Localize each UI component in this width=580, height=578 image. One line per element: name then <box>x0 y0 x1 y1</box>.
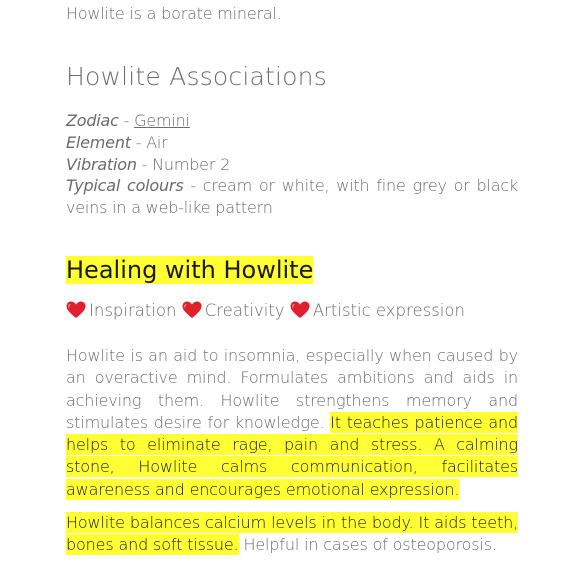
healing-paragraph-1 <box>66 345 518 501</box>
zodiac-separator: - <box>118 111 135 130</box>
vibration-row <box>66 154 518 176</box>
heart-icon <box>66 301 86 319</box>
colours-label: Typical colours <box>66 176 184 196</box>
colours-value: - cream or white, with fine grey or black veins in a web-like pattern <box>66 176 518 218</box>
associations-list <box>66 110 518 219</box>
highlighted-text: Howlite balances calcium levels in the body. It aids teeth, bones and soft tissue. <box>66 513 518 555</box>
vibration-value: - Number 2 <box>136 154 231 174</box>
healing-paragraph-2 <box>66 512 518 557</box>
heart-icon <box>182 301 202 319</box>
tag-label: Creativity <box>204 301 285 320</box>
zodiac-row <box>66 110 518 132</box>
paragraph-text: Helpful in cases of osteoporosis. <box>238 535 497 555</box>
intro-text: Howlite is a borate mineral. <box>66 4 282 23</box>
paragraph-text: Howlite is an aid to insomnia, especially when caused by an overactive mind. Formulates ambitions and aids in achieving them. Howlite strengthens memory and stimulates desire for knowledge. <box>66 346 518 432</box>
element-value: - Air <box>130 132 168 152</box>
highlighted-text: It teaches patience and helps to eliminate rage, pain and stress. A calming stone, Howlite calms communication, facilitates awareness and encourages emotional expression. <box>66 412 518 499</box>
element-label: Element <box>66 132 131 152</box>
associations-heading: Howlite Associations <box>66 62 327 91</box>
colours-row <box>66 175 518 219</box>
element-row <box>66 132 518 154</box>
zodiac-label: Zodiac <box>66 111 119 130</box>
healing-heading-text: Healing with Howlite <box>66 256 314 284</box>
vibration-label: Vibration <box>66 154 137 174</box>
tag-label: Inspiration <box>89 301 177 320</box>
tag-label: Artistic expression <box>312 301 465 320</box>
healing-tags <box>66 301 465 320</box>
healing-heading <box>66 256 313 284</box>
heart-icon <box>290 301 310 319</box>
zodiac-link[interactable]: Gemini <box>134 111 190 130</box>
